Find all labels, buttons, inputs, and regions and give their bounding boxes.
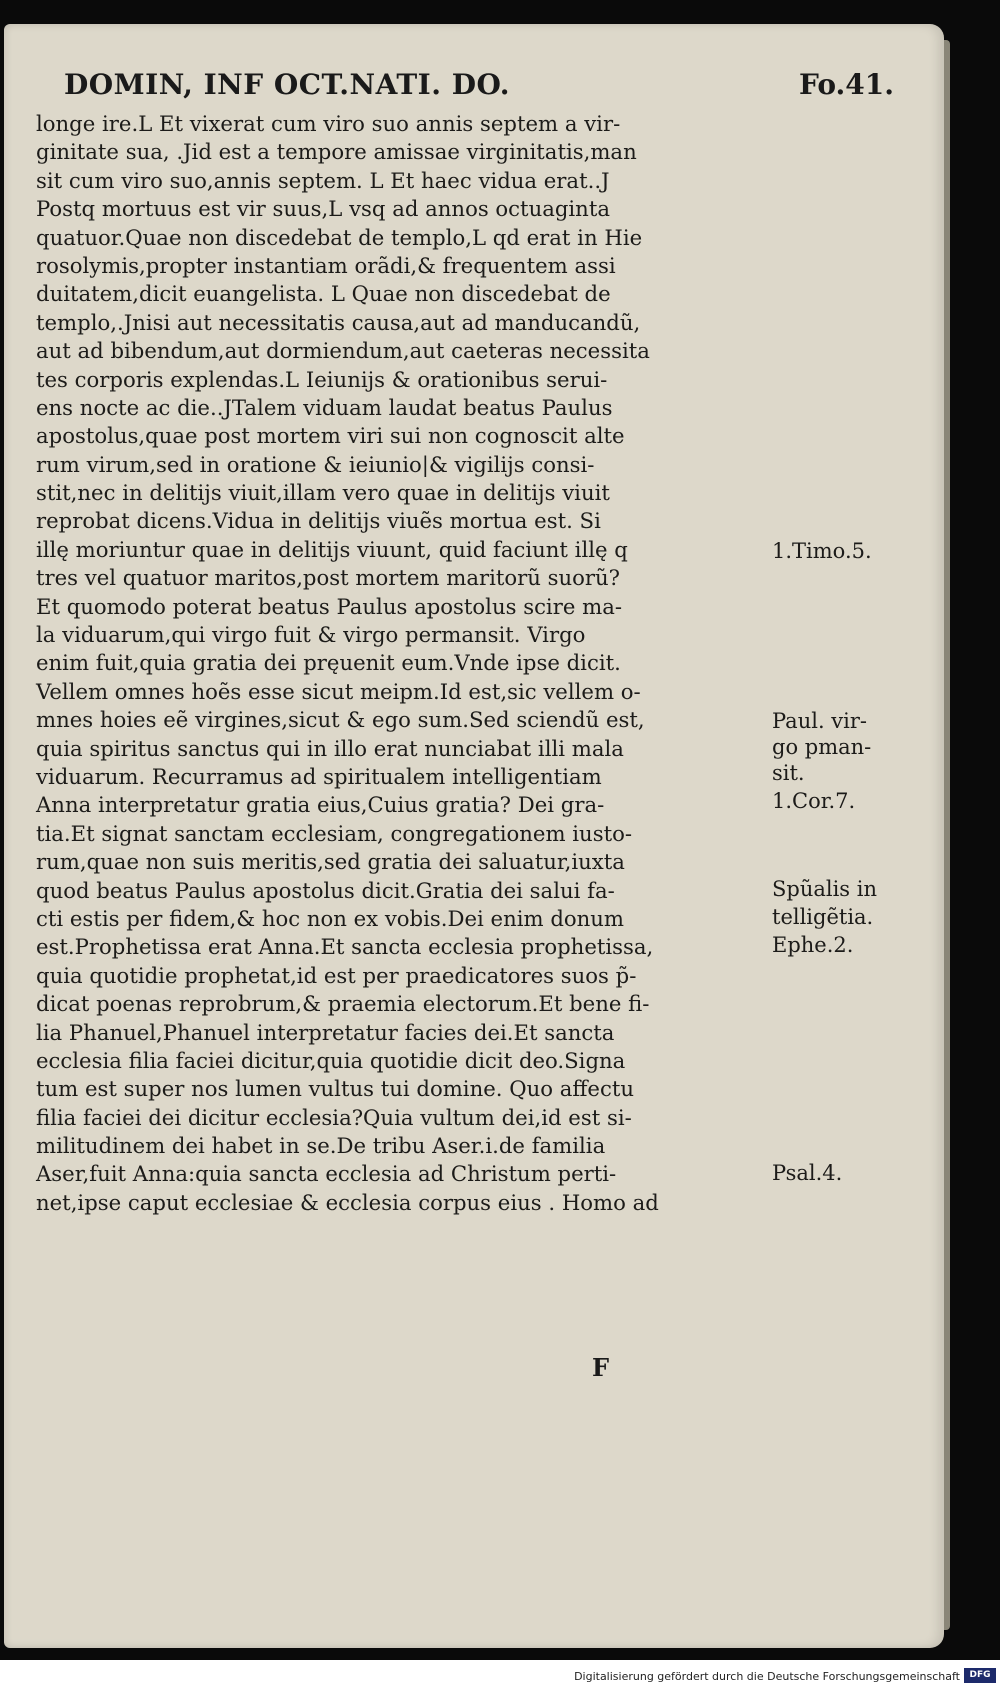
main-text-block xyxy=(36,110,746,1217)
text-line: filia faciei dei dicitur ecclesia?Quia vultum dei,id est si- xyxy=(36,1104,632,1130)
margin-note-spiritualis: Spũalis in xyxy=(772,877,877,901)
text-line: duitatem,dicit euangelista. L Quae non discedebat de xyxy=(36,281,611,307)
text-line: longe ire.L Et vixerat cum viro suo annis septem a vir- xyxy=(36,111,621,136)
text-line: ginitate sua, .Jid est a tempore amissae virginitatis,man xyxy=(36,139,637,165)
text-line: dicat poenas reprobrum,& praemia electorum.Et bene fi- xyxy=(36,991,650,1017)
text-line: quatuor.Quae non discedebat de templo,L qd erat in Hie xyxy=(36,224,643,250)
text-line: la viduarum,qui virgo fuit & virgo permansit. Virgo xyxy=(36,622,586,648)
text-line: militudinem dei habet in se.De tribu Aser.i.de familia xyxy=(36,1133,606,1159)
text-line: net,ipse caput ecclesiae & ecclesia corpus eius . Homo ad xyxy=(36,1189,659,1215)
footer-bar xyxy=(0,1660,1000,1693)
text-line: aut ad bibendum,aut dormiendum,aut caeteras necessita xyxy=(36,338,650,364)
margin-note-sit: sit. xyxy=(772,761,805,785)
margin-note-timothy: 1.Timo.5. xyxy=(772,539,872,563)
text-line: Et quomodo poterat beatus Paulus apostolus scire ma- xyxy=(36,593,622,619)
margin-note-ephesians: Ephe.2. xyxy=(772,933,854,957)
margin-note-psalm: Psal.4. xyxy=(772,1161,843,1185)
text-line: quia spiritus sanctus qui in illo erat nunciabat illi mala xyxy=(36,735,624,761)
text-line: rum virum,sed in oratione & ieiunio|& vigilijs consi- xyxy=(36,451,595,477)
text-line: rosolymis,propter instantiam orãdi,& frequentem assi xyxy=(36,252,616,278)
margin-note-intelligentia: telligẽtia. xyxy=(772,905,874,929)
text-line: est.Prophetissa erat Anna.Et sancta ecclesia prophetissa, xyxy=(36,934,654,960)
running-head-title: DOMIN, INF OCT.NATI. DO. xyxy=(64,68,511,101)
text-line: illę moriuntur quae in delitijs viuunt, quid faciunt illę q xyxy=(36,536,628,562)
text-line: Anna interpretatur gratia eius,Cuius gratia? Dei gra- xyxy=(36,792,605,818)
text-line: Vellem omnes hoẽs esse sicut meipm.Id est,sic vellem o- xyxy=(36,678,641,704)
text-line: quod beatus Paulus apostolus dicit.Gratia dei salui fa- xyxy=(36,877,615,903)
text-line: apostolus,quae post mortem viri sui non cognoscit alte xyxy=(36,423,625,449)
funding-credit: Digitalisierung gefördert durch die Deutsche Forschungsgemeinschaft xyxy=(574,1670,960,1683)
text-line: Postq mortuus est vir suus,L vsq ad annos octuaginta xyxy=(36,196,610,222)
text-line: viduarum. Recurramus ad spiritualem intelligentiam xyxy=(36,763,602,789)
text-line: tum est super nos lumen vultus tui domine. Quo affectu xyxy=(36,1076,634,1102)
text-line: quia quotidie prophetat,id est per praedicatores suos p̃- xyxy=(36,962,637,988)
dfg-logo: DFG xyxy=(964,1668,996,1683)
signature-mark: F xyxy=(592,1353,610,1382)
text-line: lia Phanuel,Phanuel interpretatur facies dei.Et sancta xyxy=(36,1019,615,1045)
text-line: ecclesia filia faciei dicitur,quia quotidie dicit deo.Signa xyxy=(36,1047,626,1073)
text-line: enim fuit,quia gratia dei pręuenit eum.Vnde ipse dicit. xyxy=(36,650,621,676)
folio-number: Fo.41. xyxy=(799,68,894,101)
text-line: sit cum viro suo,annis septem. L Et haec vidua erat..J xyxy=(36,167,610,193)
margin-note-corinthians: 1.Cor.7. xyxy=(772,789,856,813)
margin-note-paul-virgo: Paul. vir- xyxy=(772,709,868,733)
text-line: tia.Et signat sanctam ecclesiam, congregationem iusto- xyxy=(36,820,633,846)
text-line: Aser,fuit Anna:quia sancta ecclesia ad Christum perti- xyxy=(36,1161,617,1187)
text-line: ens nocte ac die..JTalem viduam laudat beatus Paulus xyxy=(36,394,613,420)
text-line: mnes hoies eẽ virgines,sicut & ego sum.Sed sciendũ est, xyxy=(36,707,645,733)
running-head xyxy=(64,68,894,108)
text-line: cti estis per fidem,& hoc non ex vobis.Dei enim donum xyxy=(36,905,625,931)
margin-note-permansit: go pman- xyxy=(772,735,872,759)
text-line: tres vel quatuor maritos,post mortem maritorũ suorũ? xyxy=(36,565,621,591)
text-line: stit,nec in delitijs viuit,illam vero quae in delitijs viuit xyxy=(36,480,610,506)
text-line: reprobat dicens.Vidua in delitijs viuẽs mortua est. Si xyxy=(36,508,601,534)
page-edge xyxy=(944,40,950,1630)
text-line: tes corporis explendas.L Ieiunijs & orationibus serui- xyxy=(36,366,608,392)
text-line: templo,.Jnisi aut necessitatis causa,aut ad manducandũ, xyxy=(36,309,641,335)
text-line: rum,quae non suis meritis,sed gratia dei saluatur,iuxta xyxy=(36,849,625,875)
